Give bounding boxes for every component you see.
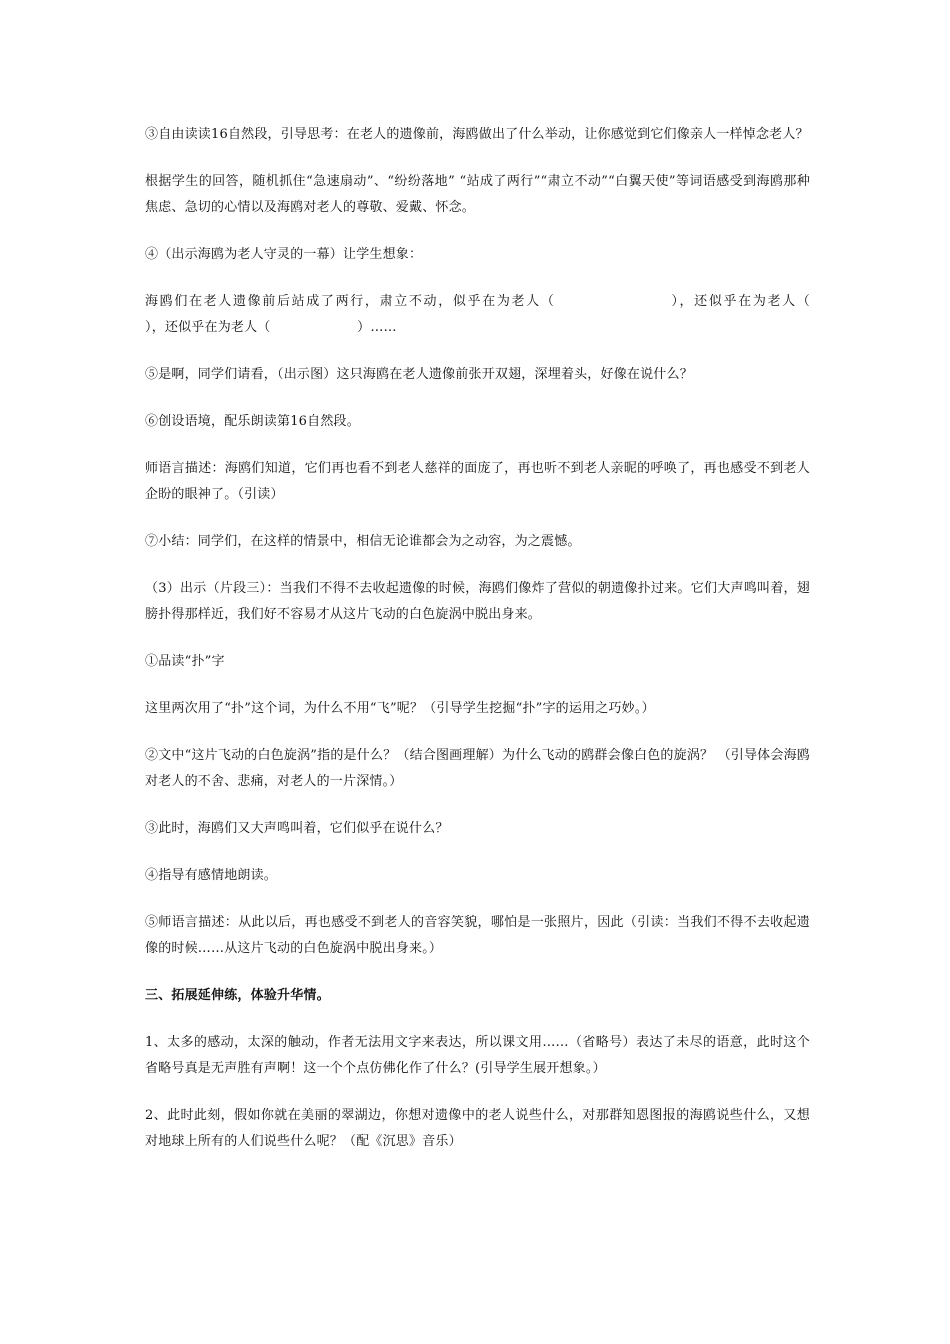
paragraph-ellipsis-question: 1、太多的感动，太深的触动，作者无法用文字来表达，所以课文用……（省略号）表达了未尽的语意，此时这个省略号真是无声胜有声啊！这一个个点仿佛化作了什么？(引导学生展开想象。） <box>145 1035 810 1076</box>
paragraph-4-guided-reading: ④指导有感情地朗读。 <box>145 868 278 883</box>
paragraph-1-read-pu: ①品读“扑”字 <box>145 654 225 669</box>
paragraph-5-teacher-description: ⑤师语言描述：从此以后，再也感受不到老人的音容笑貌，哪怕是一张照片，因此（引读：当我们不得不去收起遗像的时候……从这片飞动的白色旋涡中脱出身来。） <box>145 915 810 956</box>
paragraph-3-seagulls-calling: ③此时，海鸥们又大声鸣叫着，它们似乎在说什么？ <box>145 821 449 836</box>
paragraph-pu-question: 这里两次用了“扑”这个词，为什么不用“飞”呢？（引导学生挖掘“扑”字的运用之巧妙。） <box>145 701 655 716</box>
paragraph-fill-in-blanks: 海鸥们在老人遗像前后站成了两行，肃立不动，似乎在为老人（ ），还似乎在为老人（ ），还似乎在为老人（ ）…… <box>145 294 897 335</box>
paragraph-4-show-scene: ④（出示海鸥为老人守灵的一幕）让学生想象： <box>145 247 423 262</box>
section-heading-three: 三、拓展延伸练，体验升华情。 <box>145 988 330 1003</box>
paragraph-teacher-description: 师语言描述：海鸥们知道，它们再也看不到老人慈祥的面庞了，再也听不到老人亲昵的呼唤了，再也感受不到老人企盼的眼神了。（引读） <box>145 461 810 502</box>
paragraph-6-recitation: ⑥创设语境，配乐朗读第16自然段。 <box>145 414 360 429</box>
paragraph-2-white-vortex: ②文中“这片飞动的白色旋涡”指的是什么？（结合图画理解）为什么飞动的鸥群会像白色的旋涡？ （引导体会海鸥对老人的不舍、悲痛，对老人的一片深情。） <box>145 748 810 789</box>
paragraph-excerpt-three: （3）出示（片段三）：当我们不得不去收起遗像的时候，海鸥们像炸了营似的朝遗像扑过来。它们大声鸣叫着，翅膀扑得那样近，我们好不容易才从这片飞动的白色旋涡中脱出身来。 <box>145 581 810 622</box>
paragraph-cuihu-question: 2、此时此刻，假如你就在美丽的翠湖边，你想对遗像中的老人说些什么，对那群知恩图报的海鸥说些什么，又想对地球上所有的人们说些什么呢？（配《沉思》音乐） <box>145 1108 810 1149</box>
document-page <box>145 122 897 1176</box>
paragraph-student-answers: 根据学生的回答，随机抓住“急速扇动”、“纷纷落地” “站成了两行”“肃立不动”“白翼天使”等词语感受到海鸥那种焦虑、急切的心情以及海鸥对老人的尊敬、爱戴、怀念。 <box>145 174 810 215</box>
paragraph-7-summary: ⑦小结：同学们，在这样的情景中，相信无论谁都会为之动容，为之震憾。 <box>145 534 581 549</box>
paragraph-3-16-reading: ③自由读读16自然段，引导思考：在老人的遗像前，海鸥做出了什么举动，让你感觉到它们像亲人一样悼念老人？ <box>145 127 809 142</box>
paragraph-5-show-picture: ⑤是啊，同学们请看，（出示图）这只海鸥在老人遗像前张开双翅，深埋着头，好像在说什么？ <box>145 367 693 382</box>
